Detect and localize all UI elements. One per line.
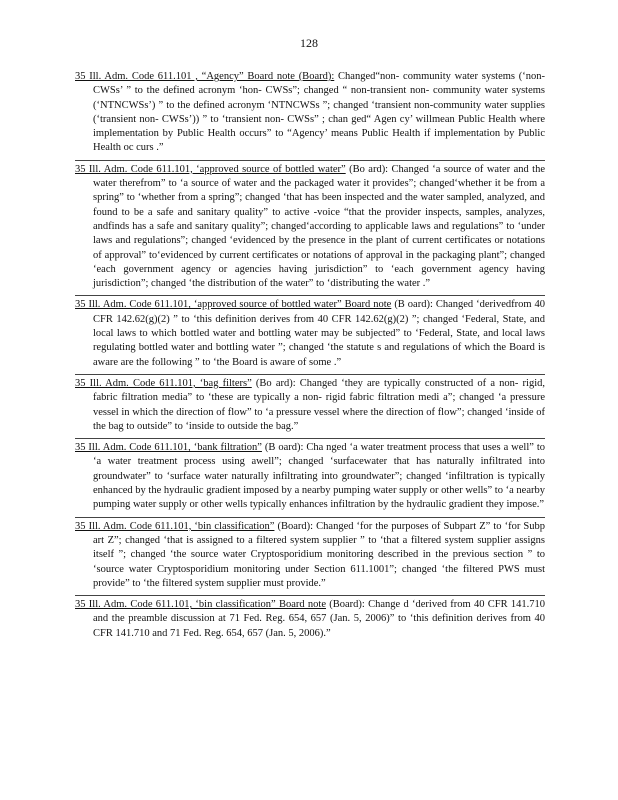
entry-approved-source xyxy=(75,160,545,292)
entry-bin-classification xyxy=(75,517,545,591)
entry-text: (B oard): Cha nged ‘a water treatment process that uses a well” to ‘a water treatment process using awell”; changed ‘surfacewater that has naturally infiltrated into groundwater” to ‘surface water naturally infiltrating into groundwater”; changed ‘infiltration is typically enhanced by the hydraulic gradient imposed by a nearby pumping water supply or other wells” to ‘a nearby pumping water supply or other wells typically enhances infiltration by the hydraulic gradient they impose.” xyxy=(93,442,546,511)
page-number: 128 xyxy=(300,36,318,50)
entry-citation: 35 Ill. Adm. Code 611.101, ‘bag filters” xyxy=(75,377,252,389)
entry-text: (Bo ard): Changed ‘they are typically constructed of a non- rigid, fabric filtration media” to ‘these are typically a non- rigid fabric filtration medi a”; changed ‘a pressure vessel in which the direction of flow” to ‘a pressure vessel where the direction of flow”; changed ‘inside of the bag to outside” to ‘inside to outside the bag.” xyxy=(93,377,545,432)
entry-text: Changed“non- community water systems (‘non- CWSs’ ” to the defined acronym ‘hon- CWSs”; changed “ non-transient non- community water systems (‘NTNCWSs’) ” to the defined acronym ‘NTNCWSs ”; changed ‘transient non-community water supplies (‘transient non- CWSs’)) ” to ‘transient non- CWSs” ; chan ged“ Agen cy’ willmean Public Health where implementation by Public Health occurs” to “Agency’ means Public Health if implementation by Public Health oc curs .” xyxy=(93,71,546,154)
entry-citation: 35 Ill. Adm. Code 611.101, ‘bin classification” Board note xyxy=(75,599,326,611)
entry-bag-filters xyxy=(75,374,545,434)
entry-text: (B oard): Changed ‘derivedfrom 40 CFR 142.62(g)(2) ” to ‘this definition derives from 40 CFR 142.62(g)(2) ”; changed ‘Federal, State, and local laws to which bottled water and bottling water may be subjected” to ‘Federal, State, and local laws regulating bottled water and bottling water ”; changed ‘the statute s and regulations of which the Board is aware are the following ” to ‘the Board is aware of some .” xyxy=(93,299,545,368)
entry-citation: 35 Ill. Adm. Code 611.101, ‘bin classification” xyxy=(75,520,275,532)
entry-text: (Board): Change d ‘derived from 40 CFR 141.710 and the preamble discussion at 71 Fed. Reg. 654, 657 (Jan. 5, 2006)” to ‘this definition derives from 40 CFR 141.710 and 71 Fed. Reg. 654, 657 (Jan. 5, 2006).” xyxy=(93,599,545,639)
entry-list xyxy=(75,70,545,645)
entry-citation: 35 Ill. Adm. Code 611.101 , “Agency” Board note (Board): xyxy=(75,71,335,82)
entry-bin-classification-note xyxy=(75,595,545,641)
entry-text: (Board): Changed ‘for the purposes of Subpart Z” to ‘for Subp art Z”; changed ‘that is assigned to a filtered system supplier ” to ‘that a filtered system supplier assigns itself ”; changed ‘the source water Cryptosporidium monitoring described in the previous section ” to ‘source water Cryptosporidium monitoring under Section 611.1001”; changed ‘the filtered PWS must provide” to ‘the filtered system supplier must provide.” xyxy=(93,520,546,589)
entry-citation: 35 Ill. Adm. Code 611.101, ‘approved source of bottled water” Board note xyxy=(75,299,392,311)
entry-text: (Bo ard): Changed ‘a source of water and the water therefrom” to ‘a source of water and the packaged water it provides”; changed‘whether it be from a spring” to ‘whether from a spring”; changed ‘that has been inspected and the water sampled, analyzed, and found to be a safe and sanitary quality” to active -voice “that the provider inspects, samples, analyzes, andfinds has a safe and sanitary quality”; changed‘according to applicable laws and regulations” to ‘under laws and regulations”; changed ‘evidenced by the presence in the plant of current certificates or notations of approval” to‘evidenced by current certificates or notations of approval in the packaging plant”; changed ‘each government agency or agencies having jurisdiction” to ‘each government agency having jurisdiction”; changed ‘the distribution of the water” to ‘distributing the water .” xyxy=(93,163,545,290)
entry-approved-source-note xyxy=(75,295,545,369)
entry-citation: 35 Ill. Adm. Code 611.101, ‘bank filtration” xyxy=(75,442,262,454)
entry-agency xyxy=(75,70,545,156)
entry-bank-filtration xyxy=(75,438,545,512)
entry-citation: 35 Ill. Adm. Code 611.101, ‘approved source of bottled water” xyxy=(75,163,346,175)
